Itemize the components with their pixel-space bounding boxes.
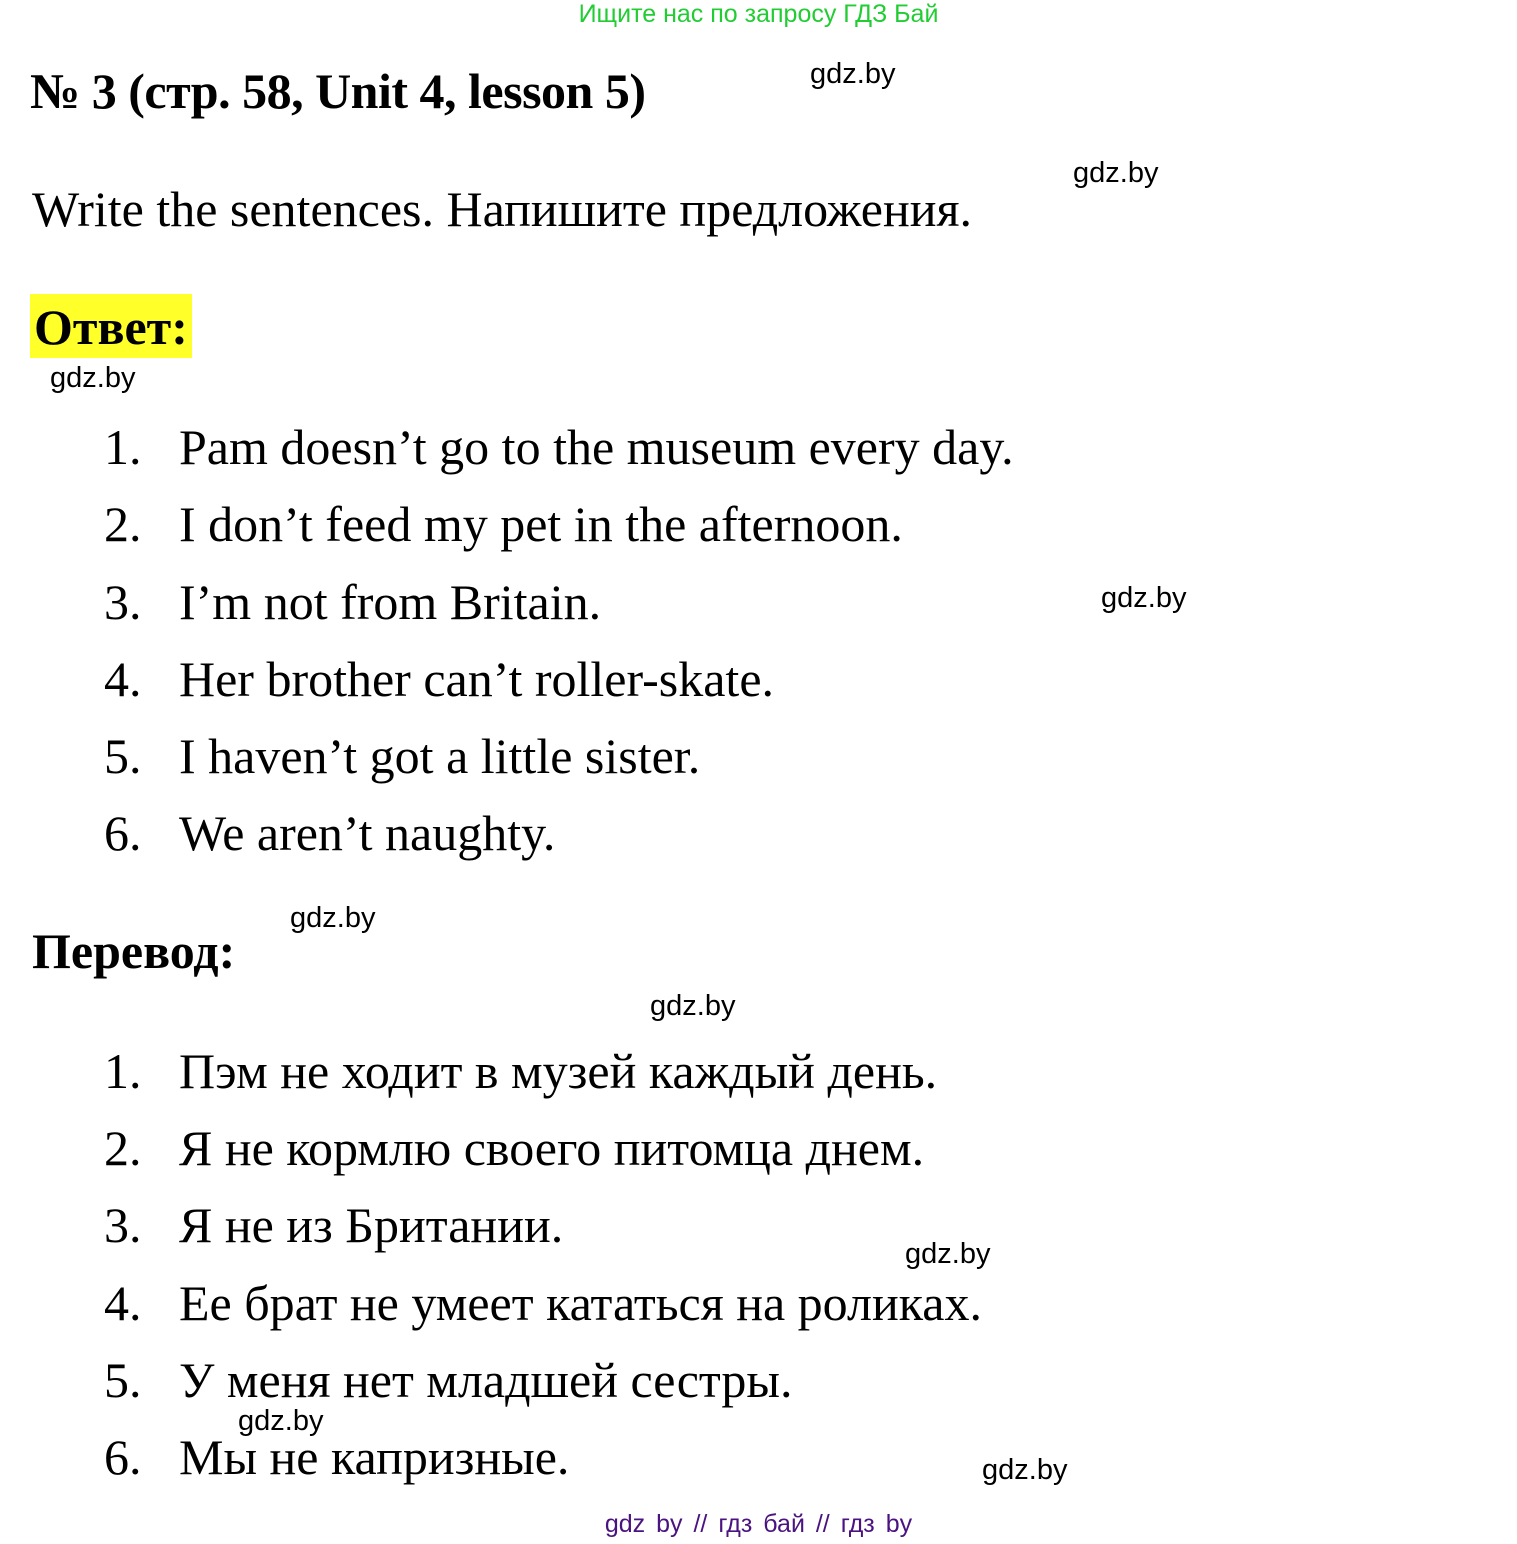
list-item — [104, 418, 1014, 476]
item-text: I haven’t got a little sister. — [179, 728, 701, 784]
watermark: gdz.by — [50, 362, 136, 394]
watermark: gdz.by — [1073, 157, 1159, 189]
answer-heading: Ответ: — [30, 294, 192, 358]
list-item — [104, 727, 700, 785]
item-text: Пэм не ходит в музей каждый день. — [179, 1043, 938, 1099]
list-item — [104, 1274, 982, 1332]
item-text: Мы не капризные. — [179, 1429, 570, 1485]
watermark: gdz.by — [650, 990, 736, 1022]
item-number: 2. — [104, 496, 142, 552]
list-item — [104, 650, 774, 708]
item-number: 6. — [104, 1429, 142, 1485]
item-text: I don’t feed my pet in the afternoon. — [179, 496, 903, 552]
item-number: 3. — [104, 574, 142, 630]
item-number: 2. — [104, 1120, 142, 1176]
list-item — [104, 495, 903, 553]
list-item — [104, 573, 601, 631]
list-item — [104, 1351, 792, 1409]
list-item — [104, 1428, 569, 1486]
page-title: № 3 (стр. 58, Unit 4, lesson 5) — [30, 63, 646, 119]
item-number: 4. — [104, 1275, 142, 1331]
footer-links: gdz by // гдз бай // гдз by — [604, 1510, 913, 1538]
item-text: Her brother can’t roller-skate. — [179, 651, 775, 707]
watermark: gdz.by — [905, 1238, 991, 1270]
watermark: gdz.by — [238, 1405, 324, 1437]
item-number: 5. — [104, 728, 142, 784]
instruction-text: Write the sentences. Напишите предложения. — [32, 181, 972, 237]
item-text: Я не кормлю своего питомца днем. — [179, 1120, 925, 1176]
item-text: We aren’t naughty. — [179, 805, 556, 861]
item-text: У меня нет младшей сестры. — [179, 1352, 793, 1408]
list-item — [104, 804, 555, 862]
item-number: 3. — [104, 1197, 142, 1253]
watermark: gdz.by — [1101, 582, 1187, 614]
list-item — [104, 1196, 563, 1254]
watermark: gdz.by — [290, 902, 376, 934]
item-text: Pam doesn’t go to the museum every day. — [179, 419, 1014, 475]
watermark: gdz.by — [982, 1454, 1068, 1486]
item-number: 5. — [104, 1352, 142, 1408]
list-item — [104, 1119, 924, 1177]
watermark: gdz.by — [810, 58, 896, 90]
item-text: Я не из Британии. — [179, 1197, 564, 1253]
item-number: 6. — [104, 805, 142, 861]
top-banner: Ищите нас по запросу ГДЗ Бай — [578, 0, 939, 28]
item-number: 4. — [104, 651, 142, 707]
translation-heading: Перевод: — [32, 923, 236, 979]
list-item — [104, 1042, 937, 1100]
item-number: 1. — [104, 1043, 142, 1099]
item-text: Ее брат не умеет кататься на роликах. — [179, 1275, 982, 1331]
item-number: 1. — [104, 419, 142, 475]
item-text: I’m not from Britain. — [179, 574, 602, 630]
